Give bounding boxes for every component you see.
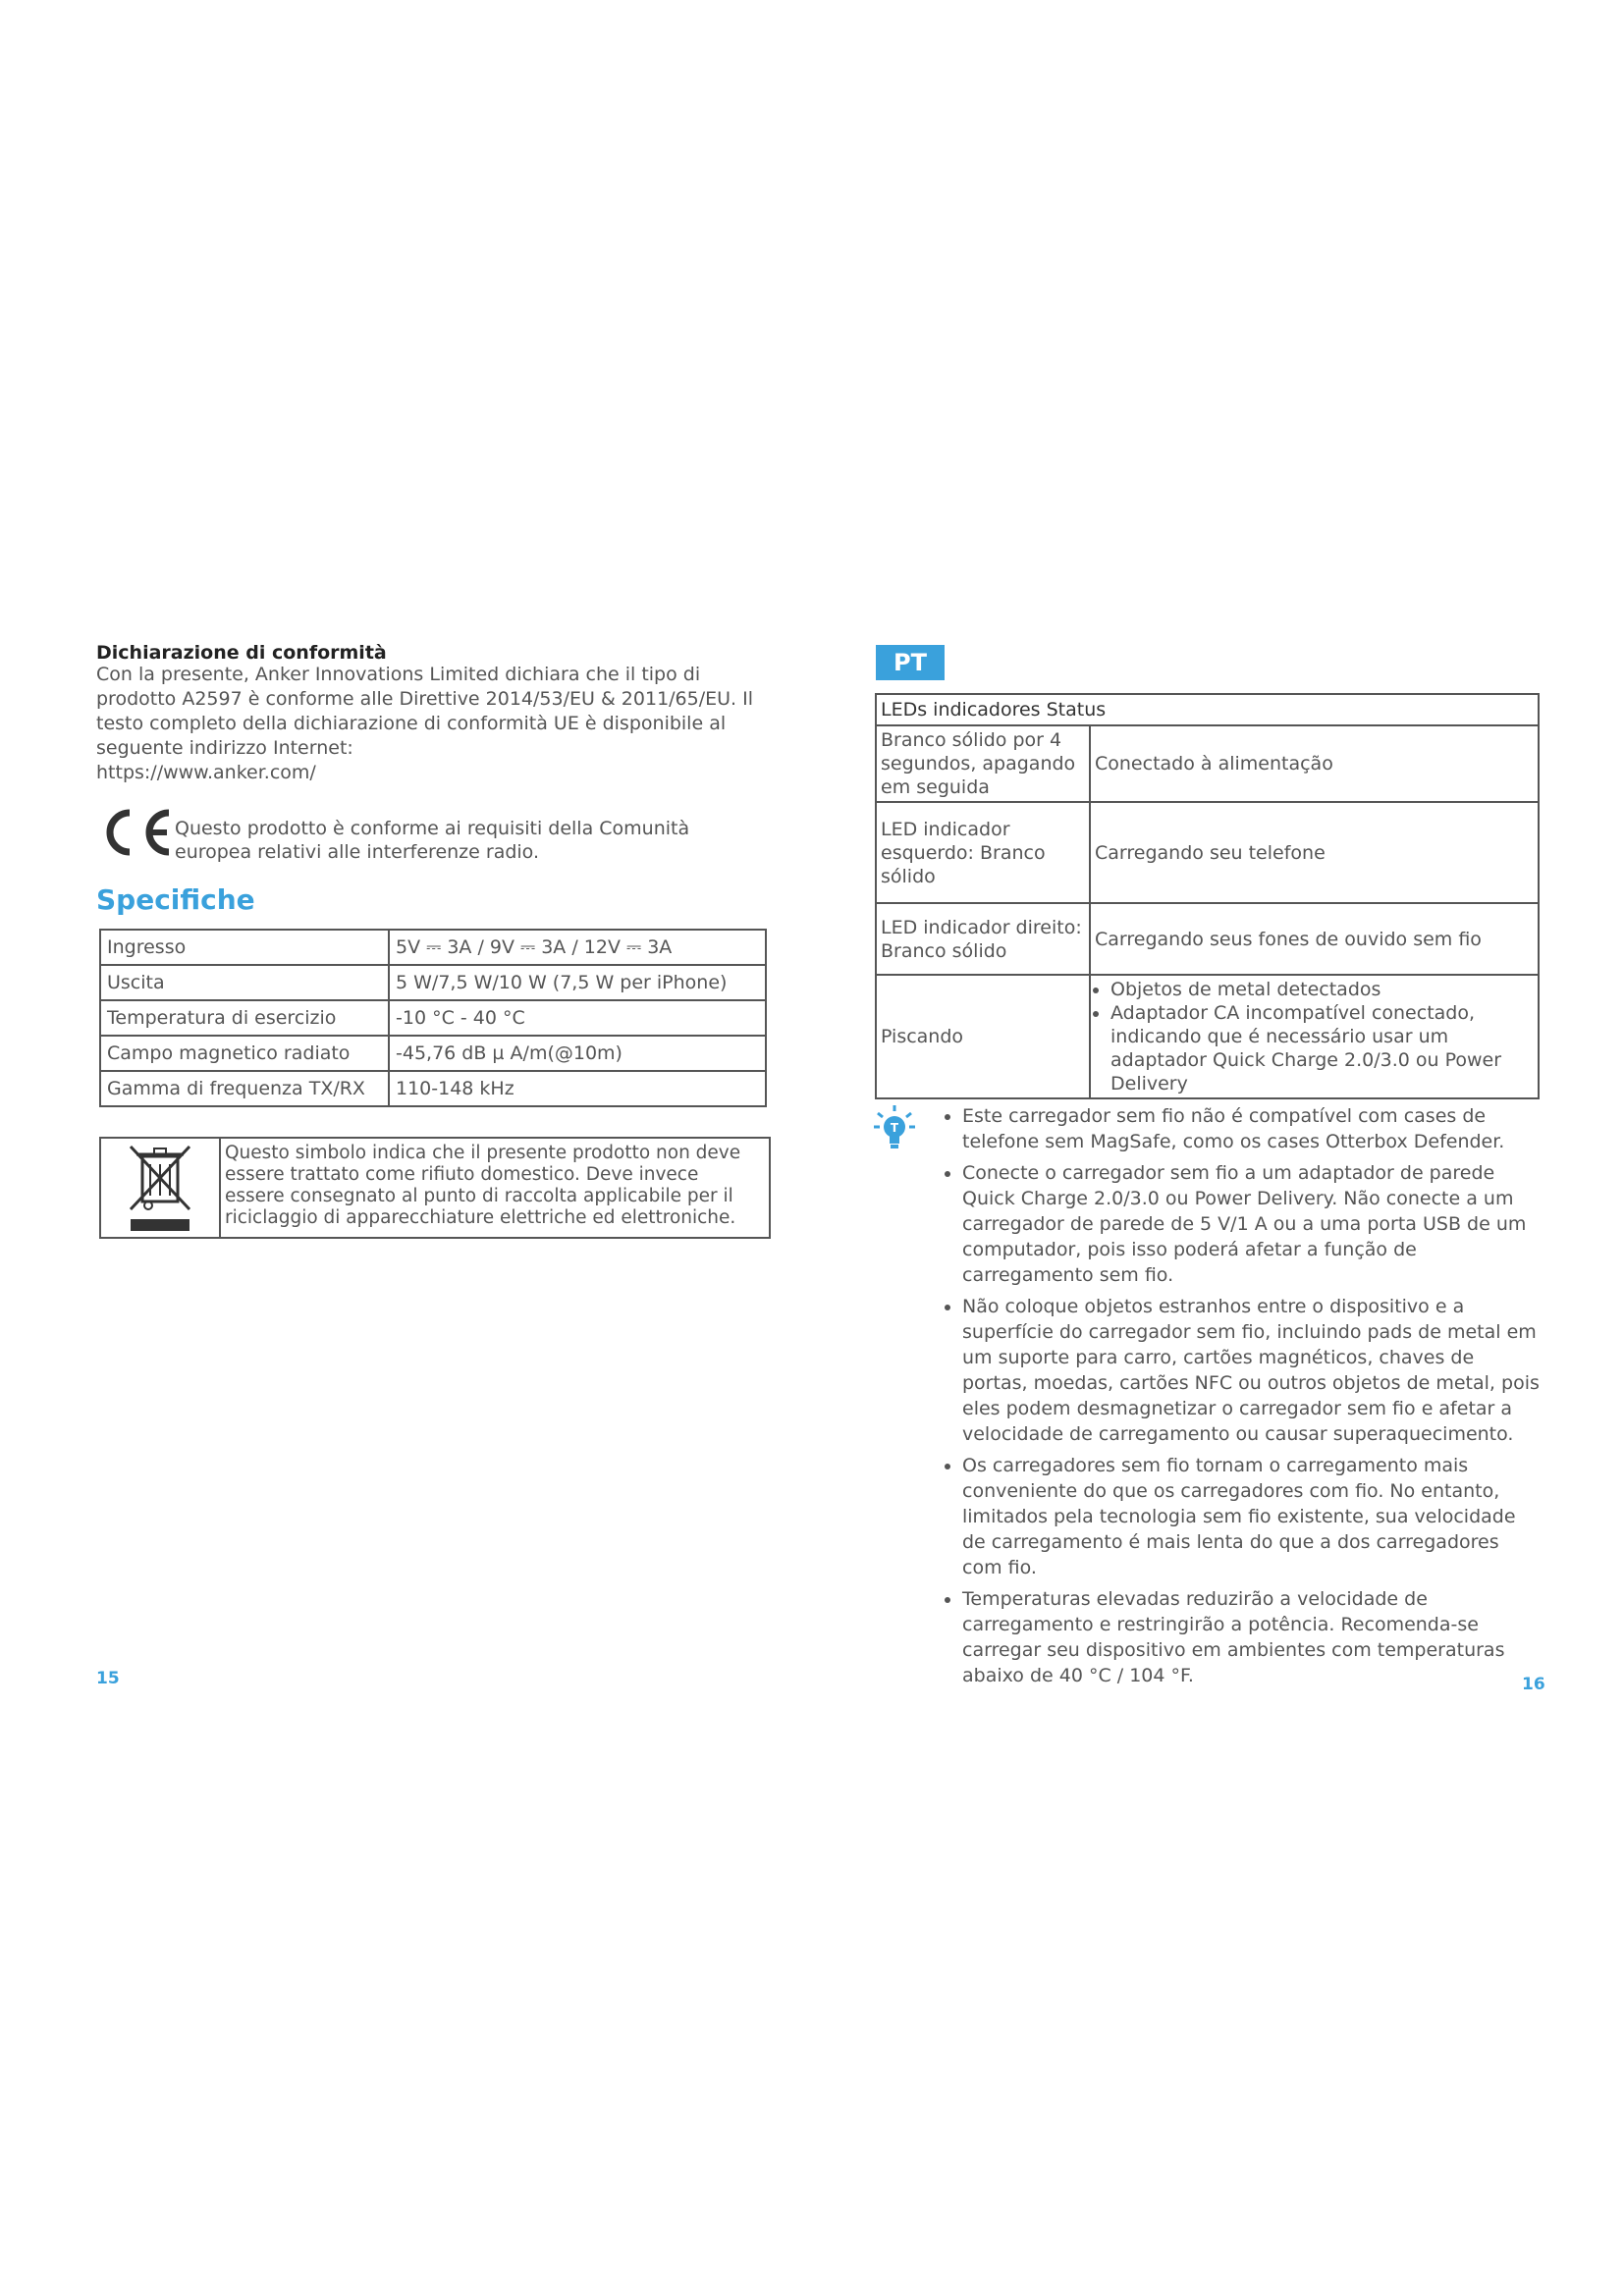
list-item: • Conecte o carregador sem fio a um adaptador de parede Quick Charge 2.0/3.0 ou Power Delivery. Não conecte a um carregador de parede de 5 V/1 A ou a uma porta USB de um computador, pois isso poderá afetar a função de carregamento sem fio. — [962, 1160, 1542, 1288]
led-header-left: LEDs indicadores — [881, 699, 1041, 721]
spec-value: -10 °C - 40 °C — [389, 1000, 766, 1036]
page-number: 16 — [1522, 1675, 1545, 1694]
led-cell: LED indicador direito: Branco sólido — [876, 903, 1090, 975]
declaration-text: Con la presente, Anker Innovations Limited dichiara che il tipo di prodotto A2597 è conforme alle Direttive 2014/53/EU & 2011/65/EU. Il testo completo della dichiarazione di conformità UE è disponibile al seguente indirizzo Internet: — [96, 664, 754, 759]
table-row — [100, 1000, 766, 1036]
spec-label: Campo magnetico radiato — [100, 1036, 389, 1071]
spec-value: 5 W/7,5 W/10 W (7,5 W per iPhone) — [389, 965, 766, 1000]
table-row — [100, 930, 766, 965]
spec-label: Temperatura di esercizio — [100, 1000, 389, 1036]
table-row — [876, 725, 1539, 802]
status-item: • Adaptador CA incompatível conectado, indicando que é necessário usar um adaptador Quick Charge 2.0/3.0 ou Power Delivery — [1110, 1001, 1534, 1095]
status-item: • Objetos de metal detectados — [1110, 978, 1534, 1001]
declaration-body — [96, 663, 764, 785]
spec-value: -45,76 dB µ A/m(@10m) — [389, 1036, 766, 1071]
ce-mark-icon — [96, 807, 177, 858]
list-item: • Os carregadores sem fio tornam o carregamento mais conveniente do que os carregadores com fio. No entanto, limitados pela tecnologia sem fio existente, sua velocidade de carregamento é mais lenta do que a dos carregadores com fio. — [962, 1453, 1542, 1580]
led-cell: Piscando — [876, 975, 1090, 1098]
declaration-url[interactable]: https://www.anker.com/ — [96, 762, 316, 783]
status-cell: Carregando seus fones de ouvido sem fio — [1090, 903, 1539, 975]
led-table — [875, 693, 1540, 1099]
weee-text: Questo simbolo indica che il presente prodotto non deve essere trattato come rifiuto domestico. Deve invece essere consegnato al punto di raccolta applicabile per il riciclaggio di apparecchiature elettriche ed elettroniche. — [225, 1143, 741, 1228]
weee-bin-icon — [101, 1139, 221, 1237]
table-row — [876, 903, 1539, 975]
tips-list — [943, 1103, 1542, 1694]
table-row — [876, 975, 1539, 1098]
spec-label: Ingresso — [100, 930, 389, 965]
list-item: • Temperaturas elevadas reduzirão a velocidade de carregamento e restringirão a potência. Recomenda-se carregar seu dispositivo em ambientes com temperaturas abaixo de 40 °C / 104 °F. — [962, 1586, 1542, 1688]
language-badge: PT — [876, 645, 945, 680]
status-cell: Carregando seu telefone — [1090, 802, 1539, 903]
page-number: 15 — [96, 1669, 120, 1688]
spec-value: 110-148 kHz — [389, 1071, 766, 1106]
table-row — [876, 802, 1539, 903]
ce-text: Questo prodotto è conforme ai requisiti della Comunità europea relativi alle interferenze radio. — [175, 818, 690, 863]
status-cell: Conectado à alimentação — [1090, 725, 1539, 802]
table-row — [100, 965, 766, 1000]
spec-table — [99, 929, 767, 1107]
list-item: • Este carregador sem fio não é compatível com cases de telefone sem MagSafe, como os cases Otterbox Defender. — [962, 1103, 1542, 1154]
led-header — [876, 694, 1539, 725]
led-cell: LED indicador esquerdo: Branco sólido — [876, 802, 1090, 903]
spec-label: Gamma di frequenza TX/RX — [100, 1071, 389, 1106]
tip-lightbulb-icon — [874, 1105, 915, 1150]
spec-value: 5V ⎓ 3A / 9V ⎓ 3A / 12V ⎓ 3A — [389, 930, 766, 965]
led-cell: Branco sólido por 4 segundos, apagando em seguida — [876, 725, 1090, 802]
list-item: • Não coloque objetos estranhos entre o dispositivo e a superfície do carregador sem fio, incluindo pads de metal em um suporte para carro, cartões magnéticos, chaves de portas, moedas, cartões NFC ou outros objetos de metal, pois eles podem desmagnetizar o carregador sem fio e afetar a velocidade de carregamento ou causar superaquecimento. — [962, 1294, 1542, 1447]
led-header-right: Status — [1046, 699, 1107, 721]
table-row — [100, 1036, 766, 1071]
spec-label: Uscita — [100, 965, 389, 1000]
table-row — [100, 1071, 766, 1106]
declaration-title: Dichiarazione di conformità — [96, 642, 387, 664]
table-header-row — [876, 694, 1539, 725]
svg-text:T: T — [890, 1121, 899, 1135]
spec-title: Specifiche — [96, 883, 255, 916]
status-cell — [1090, 975, 1539, 1098]
weee-box — [99, 1137, 771, 1239]
